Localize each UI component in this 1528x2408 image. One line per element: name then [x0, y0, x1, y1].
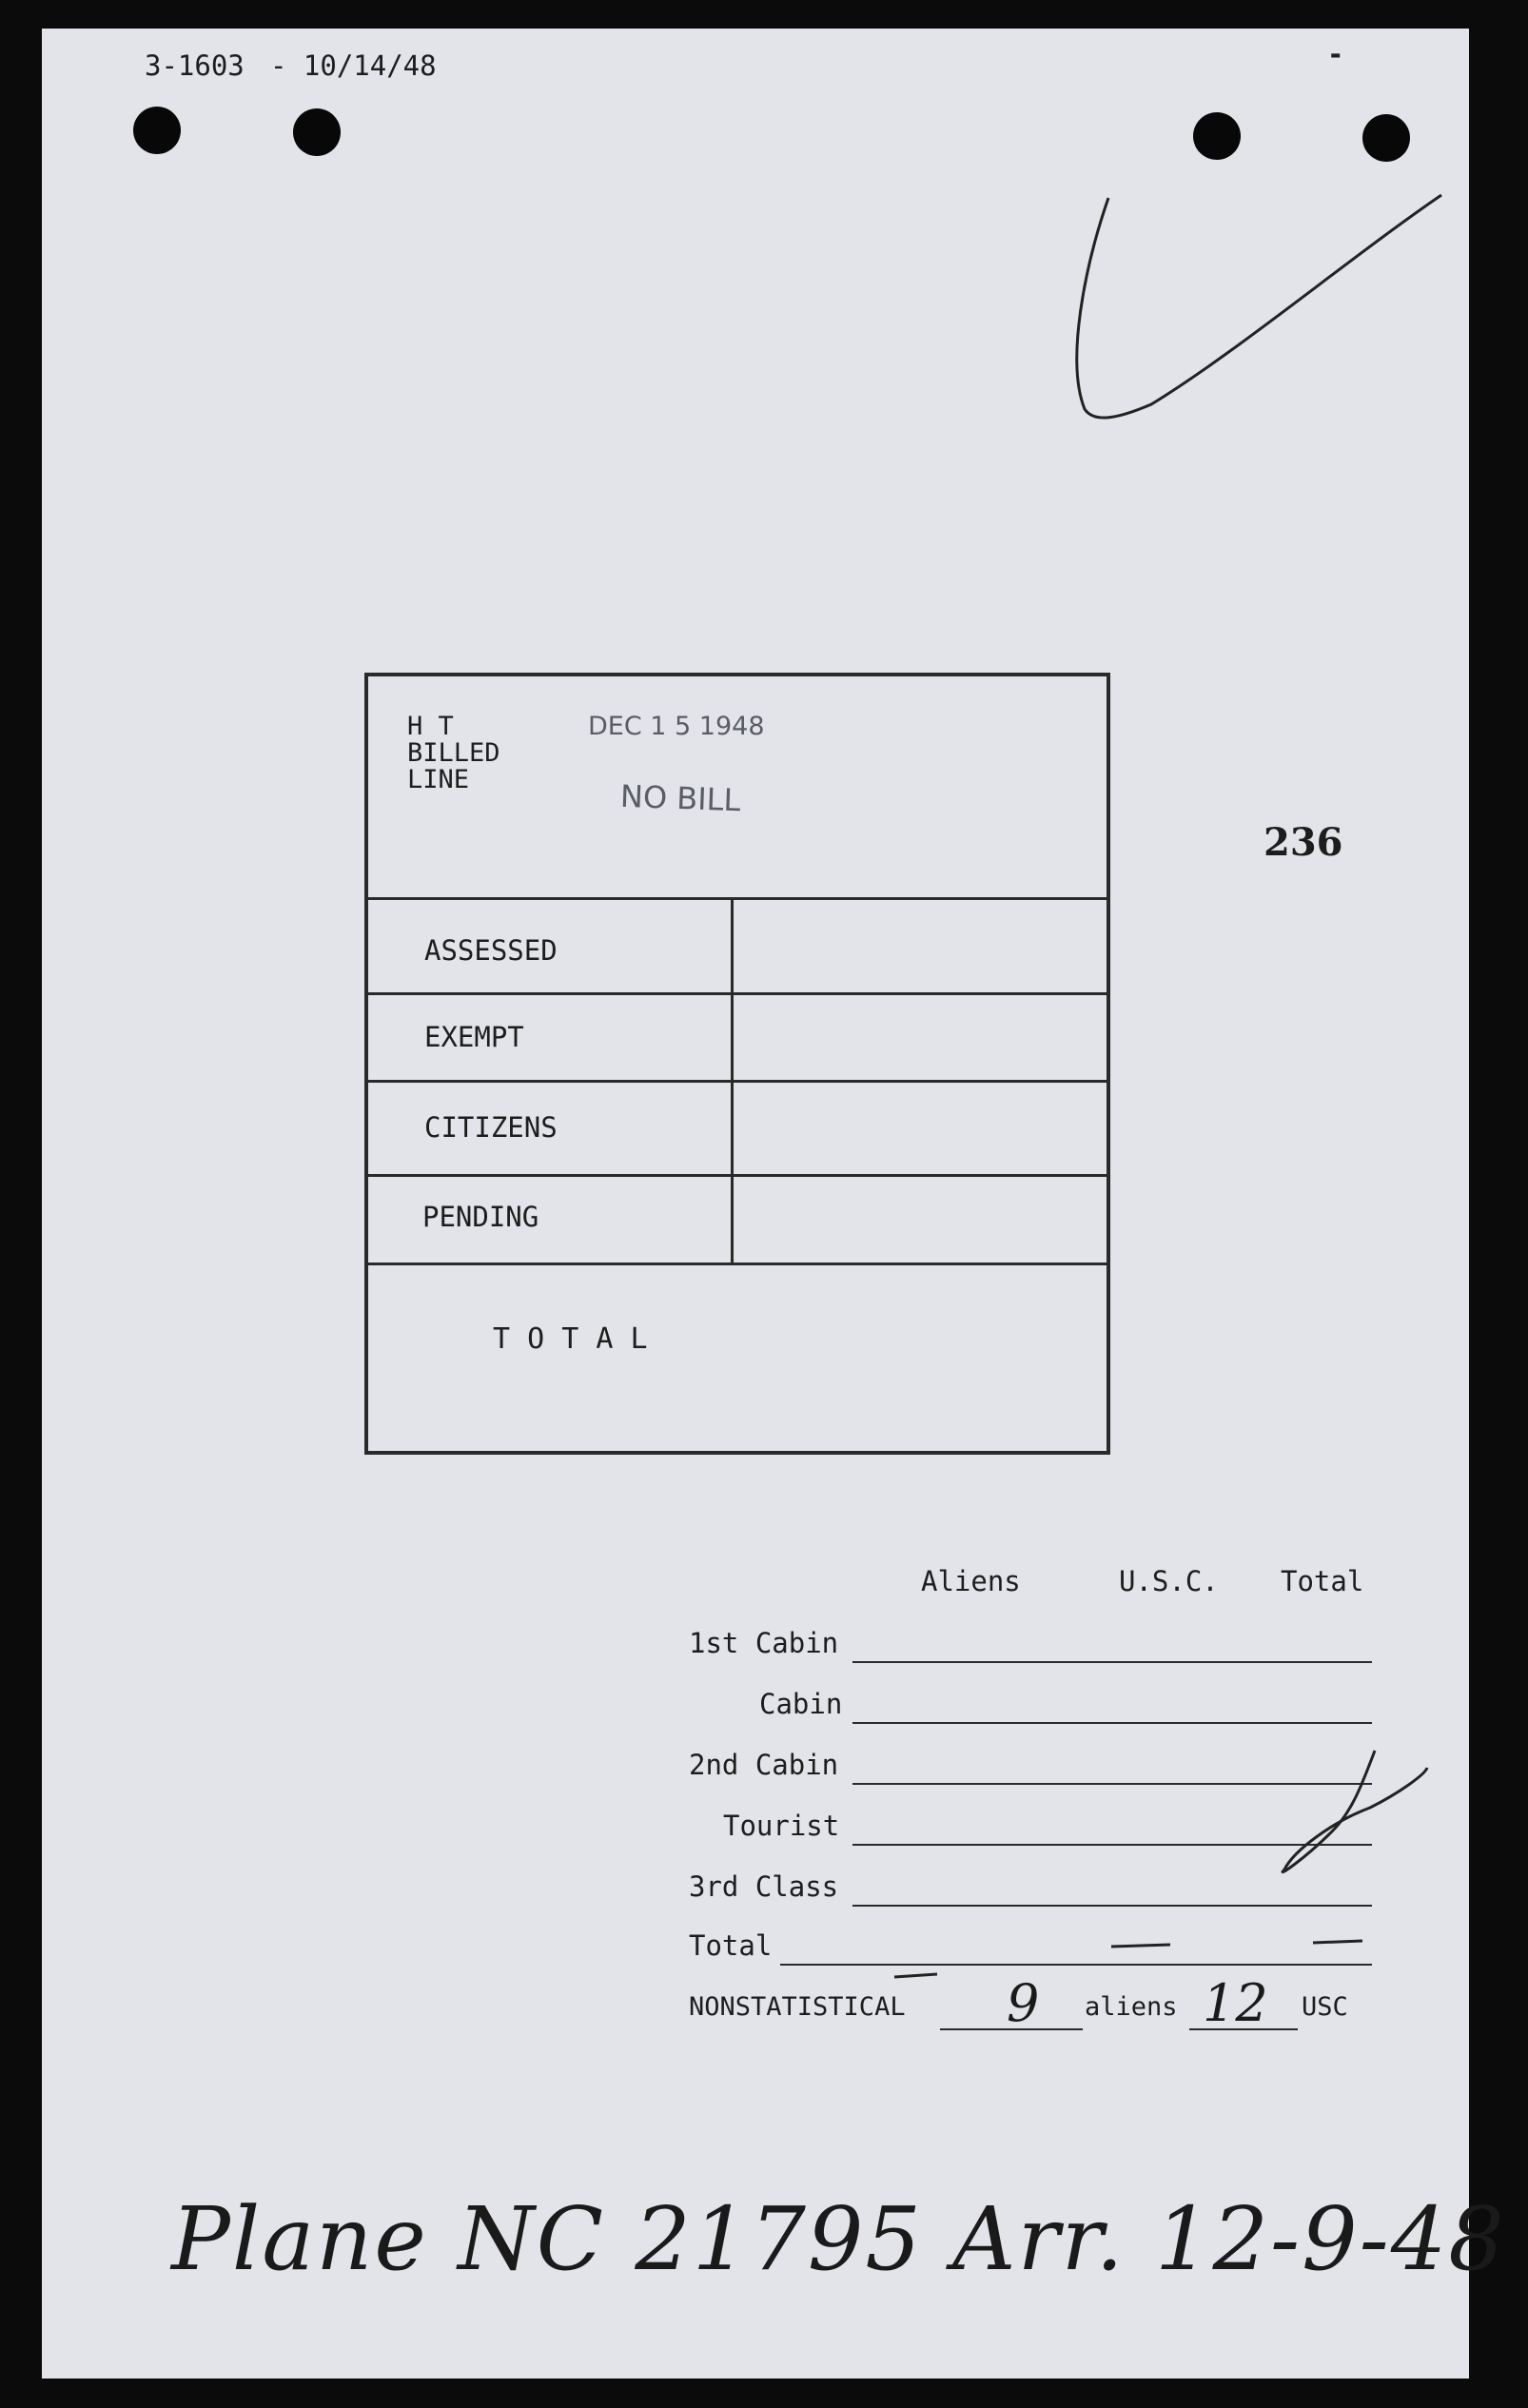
- row-label-tourist: Tourist: [723, 1810, 840, 1842]
- assessed-label: ASSESSED: [424, 934, 558, 967]
- form-date: - 10/14/48: [270, 49, 437, 82]
- row-label-2nd-cabin: 2nd Cabin: [689, 1749, 839, 1781]
- nonstatistical-label: NONSTATISTICAL: [689, 1992, 906, 2022]
- page-number: 236: [1264, 820, 1343, 865]
- exempt-label: EXEMPT: [424, 1021, 524, 1053]
- dash-mark: [1111, 1945, 1170, 1947]
- handwritten-flight-note: Plane NC 21795 Arr. 12-9-48: [171, 2188, 1506, 2290]
- row-label-cabin: Cabin: [759, 1688, 843, 1720]
- citizens-label: CITIZENS: [424, 1111, 558, 1144]
- nonstat-aliens-label: aliens: [1085, 1992, 1178, 2022]
- row-label-3rd-class: 3rd Class: [689, 1870, 839, 1903]
- row-label-total: Total: [689, 1929, 773, 1962]
- corner-mark: -: [1327, 38, 1344, 70]
- ht-label: H T: [407, 712, 454, 741]
- form-id: 3-1603: [145, 49, 245, 82]
- col-header-aliens: Aliens: [921, 1565, 1021, 1597]
- received-date-stamp: DEC 1 5 1948: [588, 712, 765, 741]
- dash-mark: [894, 1974, 937, 1977]
- pending-label: PENDING: [422, 1201, 539, 1233]
- billed-label: BILLED: [407, 738, 500, 768]
- row-label-1st-cabin: 1st Cabin: [689, 1627, 839, 1659]
- total-label: T O T A L: [493, 1322, 648, 1356]
- no-bill-stamp: NO BILL: [619, 777, 741, 819]
- col-header-usc: U.S.C.: [1119, 1565, 1219, 1597]
- col-header-total: Total: [1281, 1565, 1364, 1597]
- dash-mark: [1313, 1941, 1362, 1943]
- nonstat-usc-value: 12: [1203, 1973, 1268, 2033]
- initials-mark: [1283, 1751, 1427, 1872]
- nonstat-aliens-value: 9: [1007, 1973, 1040, 2033]
- line-label: LINE: [407, 765, 470, 794]
- check-mark: [1077, 195, 1441, 418]
- nonstat-usc-label: USC: [1302, 1992, 1348, 2022]
